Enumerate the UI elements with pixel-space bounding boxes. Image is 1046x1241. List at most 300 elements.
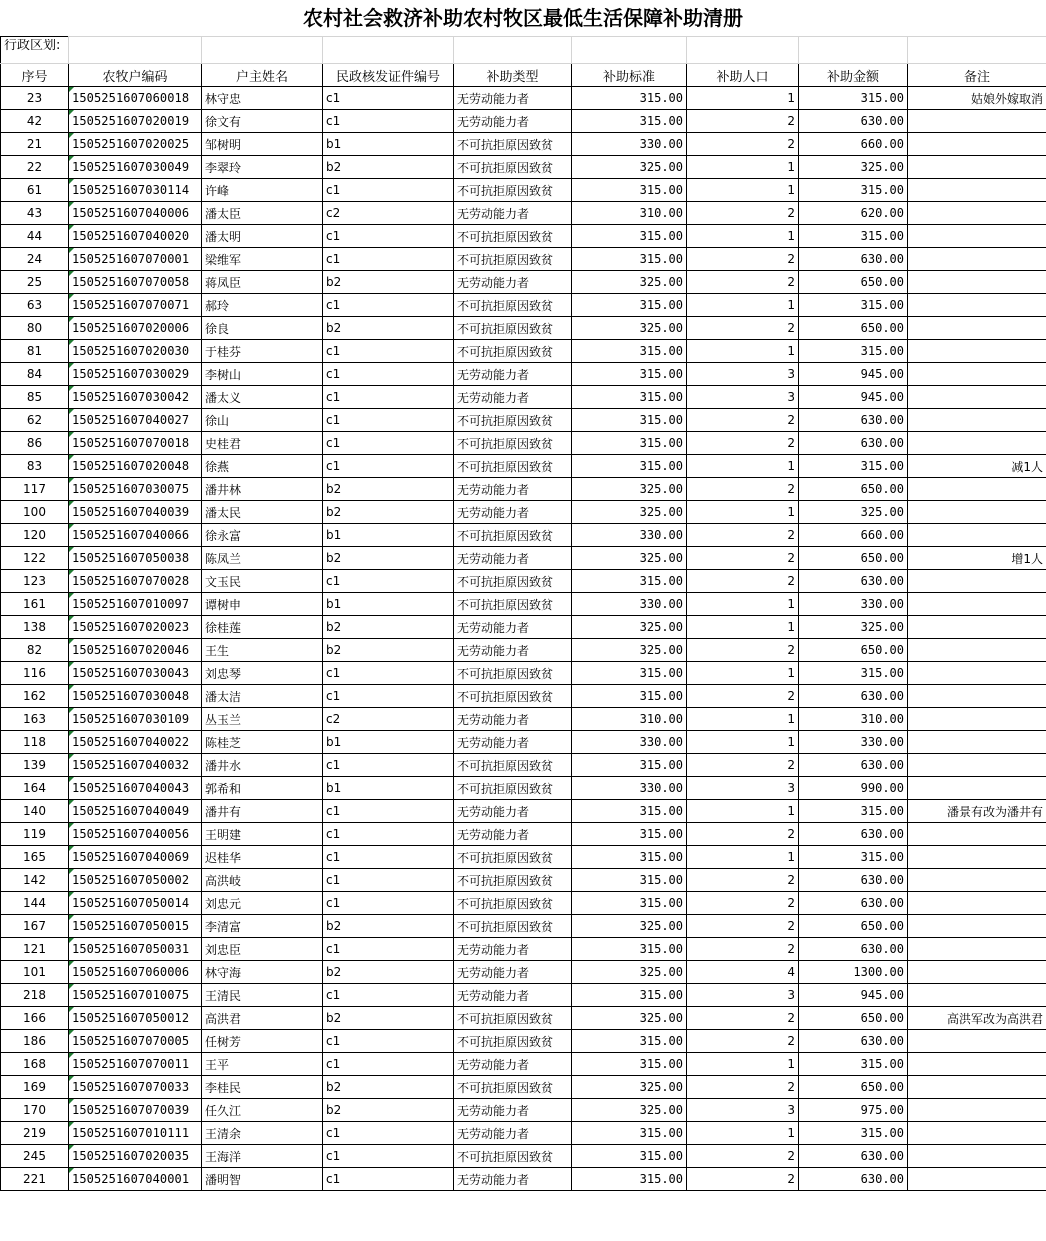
cell-head-name[interactable] [202,1007,323,1030]
cell-seq[interactable] [1,87,69,110]
cell-subsidy-type[interactable] [454,662,572,685]
cell-subsidy-standard[interactable] [572,685,687,708]
cell-subsidy-amount[interactable] [799,1053,908,1076]
cell-subsidy-standard[interactable] [572,777,687,800]
cell-household-code[interactable] [69,685,202,708]
cell-cert-number[interactable] [323,639,454,662]
cell-subsidy-standard[interactable] [572,754,687,777]
header-cert-number[interactable]: 民政核发证件编号 [323,64,454,87]
header-subsidy-standard[interactable]: 补助标准 [572,64,687,87]
blank-cell[interactable] [454,37,572,64]
cell-head-name[interactable] [202,432,323,455]
cell-subsidy-amount[interactable] [799,1145,908,1168]
cell-household-code[interactable] [69,639,202,662]
cell-remarks[interactable] [908,133,1046,156]
cell-cert-number[interactable] [323,616,454,639]
cell-subsidy-standard[interactable] [572,547,687,570]
cell-subsidy-amount[interactable] [799,455,908,478]
cell-remarks[interactable] [908,938,1046,961]
cell-subsidy-population[interactable] [687,731,799,754]
cell-subsidy-amount[interactable] [799,892,908,915]
cell-cert-number[interactable] [323,869,454,892]
cell-household-code[interactable] [69,179,202,202]
cell-head-name[interactable] [202,777,323,800]
cell-remarks[interactable] [908,800,1046,823]
cell-subsidy-amount[interactable] [799,110,908,133]
cell-head-name[interactable] [202,892,323,915]
cell-remarks[interactable] [908,156,1046,179]
cell-subsidy-population[interactable] [687,685,799,708]
cell-head-name[interactable] [202,248,323,271]
cell-household-code[interactable] [69,961,202,984]
cell-subsidy-amount[interactable] [799,869,908,892]
cell-subsidy-population[interactable] [687,938,799,961]
cell-subsidy-amount[interactable] [799,432,908,455]
cell-remarks[interactable] [908,1053,1046,1076]
cell-subsidy-amount[interactable] [799,938,908,961]
cell-subsidy-population[interactable] [687,87,799,110]
cell-cert-number[interactable] [323,593,454,616]
cell-remarks[interactable] [908,1099,1046,1122]
cell-subsidy-population[interactable] [687,1053,799,1076]
cell-subsidy-population[interactable] [687,708,799,731]
cell-seq[interactable] [1,455,69,478]
cell-subsidy-amount[interactable] [799,662,908,685]
cell-subsidy-standard[interactable] [572,1030,687,1053]
cell-subsidy-population[interactable] [687,892,799,915]
cell-remarks[interactable] [908,1122,1046,1145]
cell-subsidy-type[interactable] [454,1053,572,1076]
cell-subsidy-population[interactable] [687,593,799,616]
cell-subsidy-type[interactable] [454,938,572,961]
cell-subsidy-type[interactable] [454,248,572,271]
cell-subsidy-type[interactable] [454,823,572,846]
cell-household-code[interactable] [69,409,202,432]
cell-subsidy-type[interactable] [454,225,572,248]
region-label-cell[interactable] [1,37,69,64]
cell-subsidy-type[interactable] [454,271,572,294]
cell-head-name[interactable] [202,685,323,708]
cell-cert-number[interactable] [323,1099,454,1122]
cell-remarks[interactable] [908,478,1046,501]
cell-head-name[interactable] [202,386,323,409]
cell-remarks[interactable] [908,846,1046,869]
cell-seq[interactable] [1,202,69,225]
cell-seq[interactable] [1,409,69,432]
cell-subsidy-type[interactable] [454,708,572,731]
cell-cert-number[interactable] [323,708,454,731]
cell-household-code[interactable] [69,317,202,340]
cell-remarks[interactable] [908,340,1046,363]
cell-household-code[interactable] [69,1168,202,1191]
cell-subsidy-standard[interactable] [572,570,687,593]
cell-subsidy-amount[interactable] [799,363,908,386]
cell-household-code[interactable] [69,570,202,593]
blank-cell[interactable] [908,37,1046,64]
cell-head-name[interactable] [202,455,323,478]
cell-subsidy-population[interactable] [687,823,799,846]
cell-subsidy-population[interactable] [687,662,799,685]
cell-seq[interactable] [1,1122,69,1145]
cell-cert-number[interactable] [323,892,454,915]
cell-subsidy-amount[interactable] [799,570,908,593]
cell-household-code[interactable] [69,915,202,938]
cell-head-name[interactable] [202,179,323,202]
cell-household-code[interactable] [69,1099,202,1122]
cell-subsidy-amount[interactable] [799,708,908,731]
cell-subsidy-population[interactable] [687,455,799,478]
cell-seq[interactable] [1,892,69,915]
cell-subsidy-population[interactable] [687,110,799,133]
cell-subsidy-standard[interactable] [572,1053,687,1076]
header-subsidy-amount[interactable]: 补助金额 [799,64,908,87]
cell-subsidy-population[interactable] [687,225,799,248]
cell-head-name[interactable] [202,294,323,317]
cell-cert-number[interactable] [323,823,454,846]
cell-subsidy-type[interactable] [454,386,572,409]
cell-seq[interactable] [1,1099,69,1122]
cell-subsidy-population[interactable] [687,915,799,938]
header-seq[interactable]: 序号 [1,64,69,87]
cell-head-name[interactable] [202,639,323,662]
cell-remarks[interactable] [908,547,1046,570]
cell-subsidy-population[interactable] [687,133,799,156]
cell-subsidy-type[interactable] [454,294,572,317]
cell-head-name[interactable] [202,846,323,869]
cell-seq[interactable] [1,1076,69,1099]
cell-cert-number[interactable] [323,1168,454,1191]
cell-cert-number[interactable] [323,915,454,938]
cell-subsidy-standard[interactable] [572,317,687,340]
cell-subsidy-amount[interactable] [799,547,908,570]
cell-subsidy-population[interactable] [687,570,799,593]
cell-subsidy-type[interactable] [454,179,572,202]
cell-subsidy-amount[interactable] [799,616,908,639]
cell-subsidy-amount[interactable] [799,271,908,294]
cell-subsidy-population[interactable] [687,478,799,501]
cell-subsidy-type[interactable] [454,340,572,363]
cell-subsidy-standard[interactable] [572,340,687,363]
cell-seq[interactable] [1,731,69,754]
cell-remarks[interactable] [908,110,1046,133]
cell-cert-number[interactable] [323,248,454,271]
cell-household-code[interactable] [69,869,202,892]
cell-subsidy-amount[interactable] [799,800,908,823]
cell-head-name[interactable] [202,87,323,110]
cell-seq[interactable] [1,248,69,271]
cell-subsidy-type[interactable] [454,731,572,754]
cell-subsidy-type[interactable] [454,501,572,524]
cell-subsidy-amount[interactable] [799,823,908,846]
cell-subsidy-population[interactable] [687,984,799,1007]
cell-head-name[interactable] [202,593,323,616]
cell-subsidy-type[interactable] [454,1099,572,1122]
cell-subsidy-standard[interactable] [572,179,687,202]
cell-subsidy-amount[interactable] [799,501,908,524]
cell-subsidy-amount[interactable] [799,524,908,547]
cell-cert-number[interactable] [323,432,454,455]
blank-cell[interactable] [799,37,908,64]
cell-subsidy-type[interactable] [454,777,572,800]
cell-subsidy-population[interactable] [687,340,799,363]
cell-subsidy-standard[interactable] [572,501,687,524]
cell-seq[interactable] [1,225,69,248]
cell-subsidy-amount[interactable] [799,1007,908,1030]
cell-subsidy-amount[interactable] [799,179,908,202]
cell-household-code[interactable] [69,823,202,846]
cell-head-name[interactable] [202,662,323,685]
cell-cert-number[interactable] [323,662,454,685]
cell-seq[interactable] [1,869,69,892]
cell-seq[interactable] [1,616,69,639]
cell-household-code[interactable] [69,800,202,823]
cell-head-name[interactable] [202,547,323,570]
cell-household-code[interactable] [69,777,202,800]
cell-subsidy-standard[interactable] [572,1099,687,1122]
cell-remarks[interactable] [908,524,1046,547]
cell-seq[interactable] [1,1145,69,1168]
cell-remarks[interactable] [908,1076,1046,1099]
cell-subsidy-population[interactable] [687,777,799,800]
cell-subsidy-type[interactable] [454,547,572,570]
cell-household-code[interactable] [69,363,202,386]
cell-seq[interactable] [1,317,69,340]
cell-household-code[interactable] [69,87,202,110]
cell-head-name[interactable] [202,363,323,386]
cell-subsidy-amount[interactable] [799,87,908,110]
cell-subsidy-type[interactable] [454,317,572,340]
cell-subsidy-amount[interactable] [799,961,908,984]
cell-seq[interactable] [1,984,69,1007]
cell-subsidy-amount[interactable] [799,777,908,800]
cell-cert-number[interactable] [323,110,454,133]
cell-cert-number[interactable] [323,294,454,317]
cell-head-name[interactable] [202,202,323,225]
cell-subsidy-type[interactable] [454,133,572,156]
cell-subsidy-population[interactable] [687,1030,799,1053]
cell-cert-number[interactable] [323,133,454,156]
cell-cert-number[interactable] [323,1030,454,1053]
cell-subsidy-standard[interactable] [572,1168,687,1191]
cell-cert-number[interactable] [323,731,454,754]
cell-subsidy-type[interactable] [454,1007,572,1030]
cell-head-name[interactable] [202,961,323,984]
cell-subsidy-amount[interactable] [799,915,908,938]
cell-remarks[interactable] [908,823,1046,846]
cell-subsidy-amount[interactable] [799,202,908,225]
blank-cell[interactable] [572,37,687,64]
cell-head-name[interactable] [202,938,323,961]
cell-seq[interactable] [1,708,69,731]
cell-subsidy-type[interactable] [454,363,572,386]
blank-cell[interactable] [202,37,323,64]
cell-household-code[interactable] [69,156,202,179]
cell-seq[interactable] [1,1007,69,1030]
cell-remarks[interactable] [908,87,1046,110]
cell-seq[interactable] [1,593,69,616]
cell-seq[interactable] [1,271,69,294]
cell-cert-number[interactable] [323,984,454,1007]
cell-subsidy-amount[interactable] [799,593,908,616]
cell-household-code[interactable] [69,386,202,409]
cell-head-name[interactable] [202,340,323,363]
cell-subsidy-standard[interactable] [572,87,687,110]
cell-seq[interactable] [1,156,69,179]
cell-head-name[interactable] [202,1076,323,1099]
cell-subsidy-type[interactable] [454,1145,572,1168]
cell-remarks[interactable] [908,639,1046,662]
blank-cell[interactable] [323,37,454,64]
cell-remarks[interactable] [908,915,1046,938]
cell-subsidy-standard[interactable] [572,662,687,685]
header-head-name[interactable]: 户主姓名 [202,64,323,87]
cell-subsidy-type[interactable] [454,202,572,225]
cell-subsidy-population[interactable] [687,156,799,179]
cell-remarks[interactable] [908,1007,1046,1030]
cell-seq[interactable] [1,777,69,800]
cell-seq[interactable] [1,179,69,202]
cell-cert-number[interactable] [323,363,454,386]
cell-subsidy-population[interactable] [687,179,799,202]
cell-household-code[interactable] [69,892,202,915]
cell-cert-number[interactable] [323,317,454,340]
cell-subsidy-standard[interactable] [572,432,687,455]
cell-subsidy-type[interactable] [454,915,572,938]
cell-remarks[interactable] [908,731,1046,754]
cell-subsidy-type[interactable] [454,892,572,915]
cell-head-name[interactable] [202,754,323,777]
cell-head-name[interactable] [202,317,323,340]
cell-head-name[interactable] [202,708,323,731]
cell-household-code[interactable] [69,340,202,363]
cell-cert-number[interactable] [323,1122,454,1145]
cell-cert-number[interactable] [323,386,454,409]
cell-head-name[interactable] [202,409,323,432]
cell-household-code[interactable] [69,110,202,133]
cell-remarks[interactable] [908,685,1046,708]
cell-seq[interactable] [1,547,69,570]
cell-cert-number[interactable] [323,156,454,179]
cell-head-name[interactable] [202,1122,323,1145]
cell-household-code[interactable] [69,432,202,455]
cell-subsidy-amount[interactable] [799,685,908,708]
cell-subsidy-standard[interactable] [572,938,687,961]
cell-subsidy-standard[interactable] [572,800,687,823]
cell-subsidy-type[interactable] [454,455,572,478]
cell-subsidy-standard[interactable] [572,869,687,892]
cell-subsidy-amount[interactable] [799,1030,908,1053]
cell-cert-number[interactable] [323,1076,454,1099]
cell-subsidy-amount[interactable] [799,225,908,248]
cell-subsidy-standard[interactable] [572,961,687,984]
cell-seq[interactable] [1,524,69,547]
cell-subsidy-standard[interactable] [572,478,687,501]
cell-subsidy-population[interactable] [687,961,799,984]
cell-household-code[interactable] [69,593,202,616]
cell-household-code[interactable] [69,984,202,1007]
cell-cert-number[interactable] [323,685,454,708]
cell-household-code[interactable] [69,478,202,501]
cell-household-code[interactable] [69,202,202,225]
cell-cert-number[interactable] [323,547,454,570]
cell-subsidy-standard[interactable] [572,225,687,248]
cell-household-code[interactable] [69,248,202,271]
cell-remarks[interactable] [908,202,1046,225]
cell-subsidy-standard[interactable] [572,1122,687,1145]
cell-subsidy-standard[interactable] [572,455,687,478]
cell-subsidy-population[interactable] [687,1168,799,1191]
cell-subsidy-standard[interactable] [572,984,687,1007]
cell-subsidy-type[interactable] [454,1168,572,1191]
blank-cell[interactable] [687,37,799,64]
cell-cert-number[interactable] [323,754,454,777]
cell-subsidy-amount[interactable] [799,340,908,363]
cell-seq[interactable] [1,294,69,317]
cell-head-name[interactable] [202,731,323,754]
cell-cert-number[interactable] [323,340,454,363]
cell-seq[interactable] [1,363,69,386]
header-remarks[interactable]: 备注 [908,64,1046,87]
cell-subsidy-amount[interactable] [799,731,908,754]
cell-remarks[interactable] [908,1168,1046,1191]
cell-subsidy-amount[interactable] [799,984,908,1007]
cell-subsidy-standard[interactable] [572,156,687,179]
cell-cert-number[interactable] [323,524,454,547]
cell-household-code[interactable] [69,662,202,685]
cell-household-code[interactable] [69,524,202,547]
cell-head-name[interactable] [202,800,323,823]
cell-remarks[interactable] [908,869,1046,892]
cell-household-code[interactable] [69,1053,202,1076]
cell-subsidy-amount[interactable] [799,156,908,179]
cell-cert-number[interactable] [323,1053,454,1076]
cell-seq[interactable] [1,754,69,777]
cell-subsidy-type[interactable] [454,869,572,892]
cell-subsidy-type[interactable] [454,616,572,639]
cell-head-name[interactable] [202,1145,323,1168]
cell-head-name[interactable] [202,1030,323,1053]
cell-household-code[interactable] [69,731,202,754]
cell-subsidy-standard[interactable] [572,731,687,754]
cell-seq[interactable] [1,685,69,708]
cell-household-code[interactable] [69,547,202,570]
cell-head-name[interactable] [202,1099,323,1122]
cell-subsidy-standard[interactable] [572,363,687,386]
cell-seq[interactable] [1,938,69,961]
cell-cert-number[interactable] [323,1145,454,1168]
cell-subsidy-type[interactable] [454,846,572,869]
cell-household-code[interactable] [69,501,202,524]
cell-subsidy-standard[interactable] [572,294,687,317]
cell-head-name[interactable] [202,524,323,547]
cell-cert-number[interactable] [323,1007,454,1030]
cell-subsidy-amount[interactable] [799,478,908,501]
cell-head-name[interactable] [202,869,323,892]
cell-cert-number[interactable] [323,271,454,294]
cell-head-name[interactable] [202,984,323,1007]
cell-subsidy-type[interactable] [454,639,572,662]
cell-subsidy-type[interactable] [454,1122,572,1145]
cell-remarks[interactable] [908,294,1046,317]
cell-subsidy-amount[interactable] [799,317,908,340]
cell-subsidy-amount[interactable] [799,409,908,432]
cell-household-code[interactable] [69,616,202,639]
cell-seq[interactable] [1,478,69,501]
cell-subsidy-standard[interactable] [572,616,687,639]
cell-subsidy-standard[interactable] [572,110,687,133]
cell-head-name[interactable] [202,501,323,524]
header-subsidy-population[interactable]: 补助人口 [687,64,799,87]
